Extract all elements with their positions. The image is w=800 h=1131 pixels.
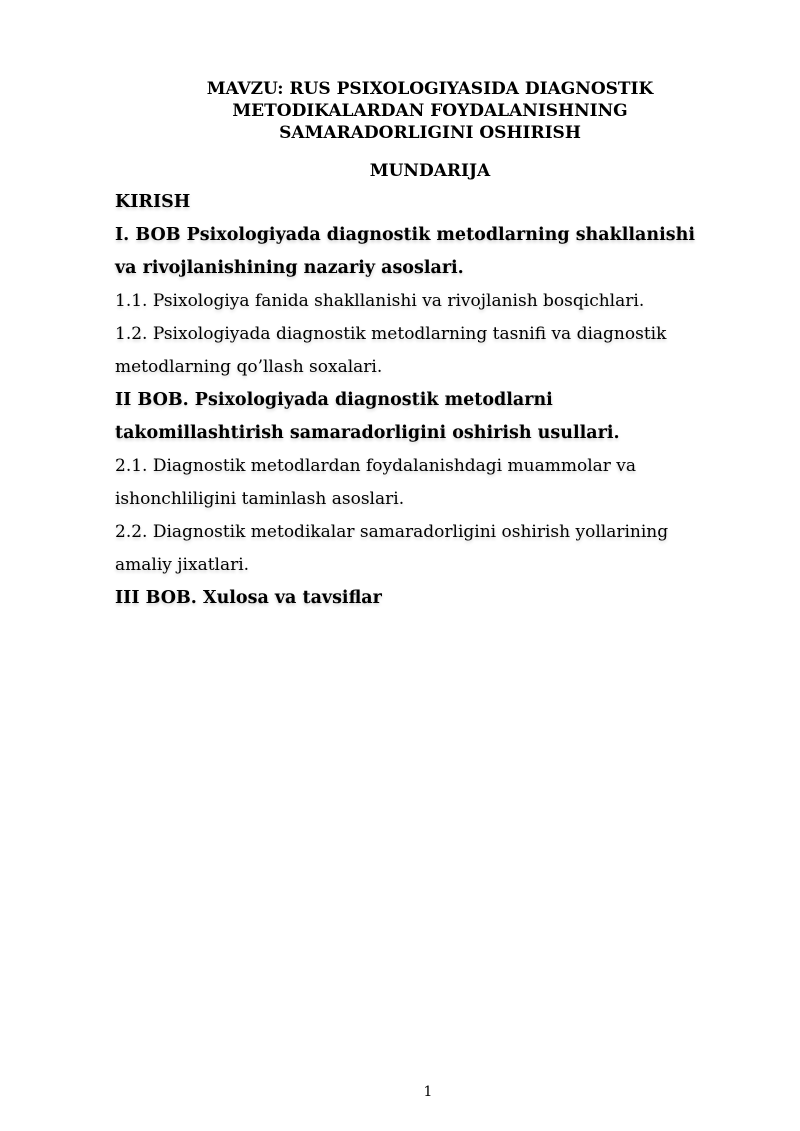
page-number: 1 xyxy=(423,1084,433,1100)
document-title xyxy=(130,78,730,144)
toc-entry-section-1-2-cont: metodlarning qo’llash soxalari. xyxy=(115,357,383,377)
toc-entry-section-1-2: 1.2. Psixologiyada diagnostik metodlarning tasnifi va diagnostik xyxy=(115,324,667,344)
toc-entry-section-1-1: 1.1. Psixologiya fanida shakllanishi va rivojlanish bosqichlari. xyxy=(115,291,645,311)
title-line: SAMARADORLIGINI OSHIRISH xyxy=(279,123,581,143)
toc-entry-section-2-1: 2.1. Diagnostik metodlardan foydalanishdagi muammolar va xyxy=(115,456,637,476)
toc-entry-section-2-2-cont: amaliy jixatlari. xyxy=(115,555,250,575)
toc-entry-section-2-2: 2.2. Diagnostik metodikalar samaradorligini oshirish yollarining xyxy=(115,522,669,542)
toc-entry-section-2-1-cont: ishonchliligini taminlash asoslari. xyxy=(115,489,405,509)
toc-heading: MUNDARIJA xyxy=(369,161,491,181)
toc-entry-chapter-1-cont: va rivojlanishining nazariy asoslari. xyxy=(115,258,464,278)
title-line: MAVZU: RUS PSIXOLOGIYASIDA DIAGNOSTIK xyxy=(206,79,654,99)
toc-entry-chapter-2: II BOB. Psixologiyada diagnostik metodlarni xyxy=(115,390,553,410)
title-line: METODIKALARDAN FOYDALANISHNING xyxy=(232,101,628,121)
toc-entry-chapter-3: III BOB. Xulosa va tavsiflar xyxy=(115,588,382,608)
toc-entry-chapter-2-cont: takomillashtirish samaradorligini oshirish usullari. xyxy=(115,423,620,443)
toc-entry-chapter-1: I. BOB Psixologiyada diagnostik metodlarning shakllanishi xyxy=(115,225,695,245)
toc-entry-intro: KIRISH xyxy=(115,192,191,212)
table-of-contents xyxy=(115,186,755,615)
